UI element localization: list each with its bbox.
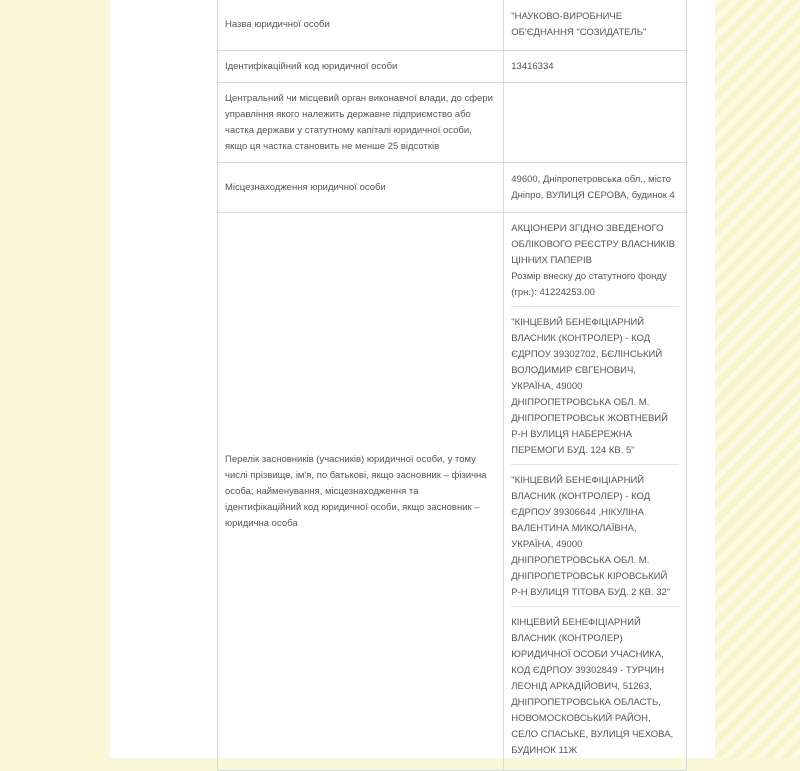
table-row [218,213,687,771]
founder-text: "КІНЦЕВИЙ БЕНЕФІЦІАРНИЙ ВЛАСНИК (КОНТРОЛЕР) - КОД ЄДРПОУ 39302702, БЄЛІНСЬКИЙ ВОЛОДИМИР ЄВГЕНОВИЧ, УКРАЇНА, 49000 ДНІПРОПЕТРОВСЬКА ОБЛ. М. ДНІПРОПЕТРОВСЬК ЖОВТНЕВИЙ Р-Н ВУЛИЦЯ НАБЕРЕЖНА ПЕРЕМОГИ БУД. 124 КВ. 5" [511,317,668,456]
table-row [218,0,687,51]
founders-list [504,213,687,771]
founder-item [511,471,679,607]
founder-text: "КІНЦЕВИЙ БЕНЕФІЦІАРНИЙ ВЛАСНИК (КОНТРОЛЕР) - КОД ЄДРПОУ 39306644 ,НІКУЛІНА ВАЛЕНТИНА МИКОЛАЇВНА, УКРАЇНА, 49000 ДНІПРОПЕТРОВСЬКА ОБЛ. М. ДНІПРОПЕТРОВСЬК КІРОВСЬКИЙ Р-Н ВУЛИЦЯ ТІТОВА БУД. 2 КВ. 32" [511,475,671,598]
founder-text: КІНЦЕВИЙ БЕНЕФІЦІАРНИЙ ВЛАСНИК (КОНТРОЛЕР) ЮРИДИЧНОЇ ОСОБИ УЧАСНИКА, КОД ЄДРПОУ 39302849 - ТУРЧИН ЛЕОНІД АРКАДІЙОВИЧ, 51263, ДНІПРОПЕТРОВСЬКА ОБЛАСТЬ, НОВОМОСКОВСЬКИЙ РАЙОН, СЕЛО СПАСЬКЕ, ВУЛИЦЯ ЧЕХОВА, БУДИНОК 11Ж [511,617,674,756]
row-label: Ідентифікаційний код юридичної особи [218,51,504,83]
founder-item [511,313,679,465]
founders-label: Перелік засновників (учасників) юридичної особи, у тому числі прізвище, ім'я, по батькові, якщо засновник – фізична особа; найменування, місцезнаходження та ідентифікаційний код юридичної особи, якщо засновник – юридична особа [218,213,504,771]
table-row [218,163,687,213]
row-value [504,83,687,163]
company-info-table [217,0,687,771]
table-row [218,51,687,83]
row-value: 13416334 [504,51,687,83]
right-background [715,0,800,758]
founder-item [511,219,679,307]
row-label: Центральний чи місцевий орган виконавчої влади, до сфери управління якого належить державне підприємство або частка держави у статутному капіталі юридичної особи, якщо ця частка становить не менше 25 відсотків [218,83,504,163]
row-value: "НАУКОВО-ВИРОБНИЧЕ ОБ'ЄДНАННЯ "СОЗИДАТЕЛЬ" [504,0,687,51]
table-row [218,83,687,163]
row-value: 49600, Дніпропетровська обл., місто Дніпро, ВУЛИЦЯ СЕРОВА, будинок 4 [504,163,687,213]
left-background [0,0,110,758]
row-label: Назва юридичної особи [218,0,504,51]
founder-item [511,613,679,764]
founder-text: АКЦІОНЕРИ ЗГІДНО ЗВЕДЕНОГО ОБЛІКОВОГО РЕЄСТРУ ВЛАСНИКІВ ЦІННИХ ПАПЕРІВ [511,223,675,266]
row-label: Місцезнаходження юридичної особи [218,163,504,213]
founder-capital: Розмір внеску до статутного фонду (грн.): 41224253.00 [511,271,667,298]
